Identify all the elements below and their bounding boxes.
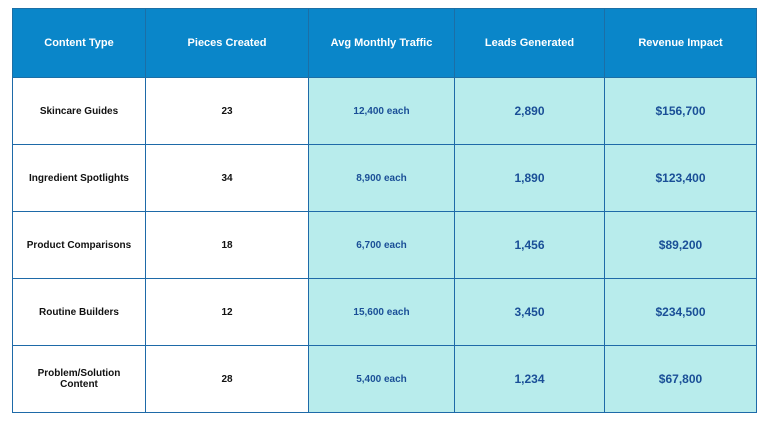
cell-avg-monthly-traffic: 15,600 each [309, 279, 455, 346]
cell-revenue-impact: $156,700 [605, 78, 757, 145]
content-performance-table-container [12, 8, 756, 413]
table-row [13, 78, 757, 145]
header-pieces-created: Pieces Created [146, 9, 309, 78]
cell-pieces-created: 18 [146, 212, 309, 279]
header-leads-generated: Leads Generated [455, 9, 605, 78]
header-avg-monthly-traffic: Avg Monthly Traffic [309, 9, 455, 78]
cell-pieces-created: 28 [146, 346, 309, 413]
cell-revenue-impact: $234,500 [605, 279, 757, 346]
cell-content-type: Skincare Guides [13, 78, 146, 145]
cell-content-type: Routine Builders [13, 279, 146, 346]
cell-pieces-created: 12 [146, 279, 309, 346]
table-row [13, 279, 757, 346]
cell-content-type: Product Comparisons [13, 212, 146, 279]
cell-leads-generated: 1,234 [455, 346, 605, 413]
cell-revenue-impact: $123,400 [605, 145, 757, 212]
cell-avg-monthly-traffic: 6,700 each [309, 212, 455, 279]
table-row [13, 346, 757, 413]
table-row [13, 145, 757, 212]
header-revenue-impact: Revenue Impact [605, 9, 757, 78]
cell-content-type: Problem/Solution Content [13, 346, 146, 413]
header-content-type: Content Type [13, 9, 146, 78]
cell-pieces-created: 34 [146, 145, 309, 212]
content-performance-table [12, 8, 757, 413]
cell-pieces-created: 23 [146, 78, 309, 145]
cell-content-type: Ingredient Spotlights [13, 145, 146, 212]
cell-leads-generated: 2,890 [455, 78, 605, 145]
cell-avg-monthly-traffic: 12,400 each [309, 78, 455, 145]
cell-avg-monthly-traffic: 5,400 each [309, 346, 455, 413]
cell-leads-generated: 1,456 [455, 212, 605, 279]
cell-leads-generated: 3,450 [455, 279, 605, 346]
cell-leads-generated: 1,890 [455, 145, 605, 212]
cell-revenue-impact: $67,800 [605, 346, 757, 413]
table-row [13, 212, 757, 279]
cell-avg-monthly-traffic: 8,900 each [309, 145, 455, 212]
table-header-row [13, 9, 757, 78]
cell-revenue-impact: $89,200 [605, 212, 757, 279]
